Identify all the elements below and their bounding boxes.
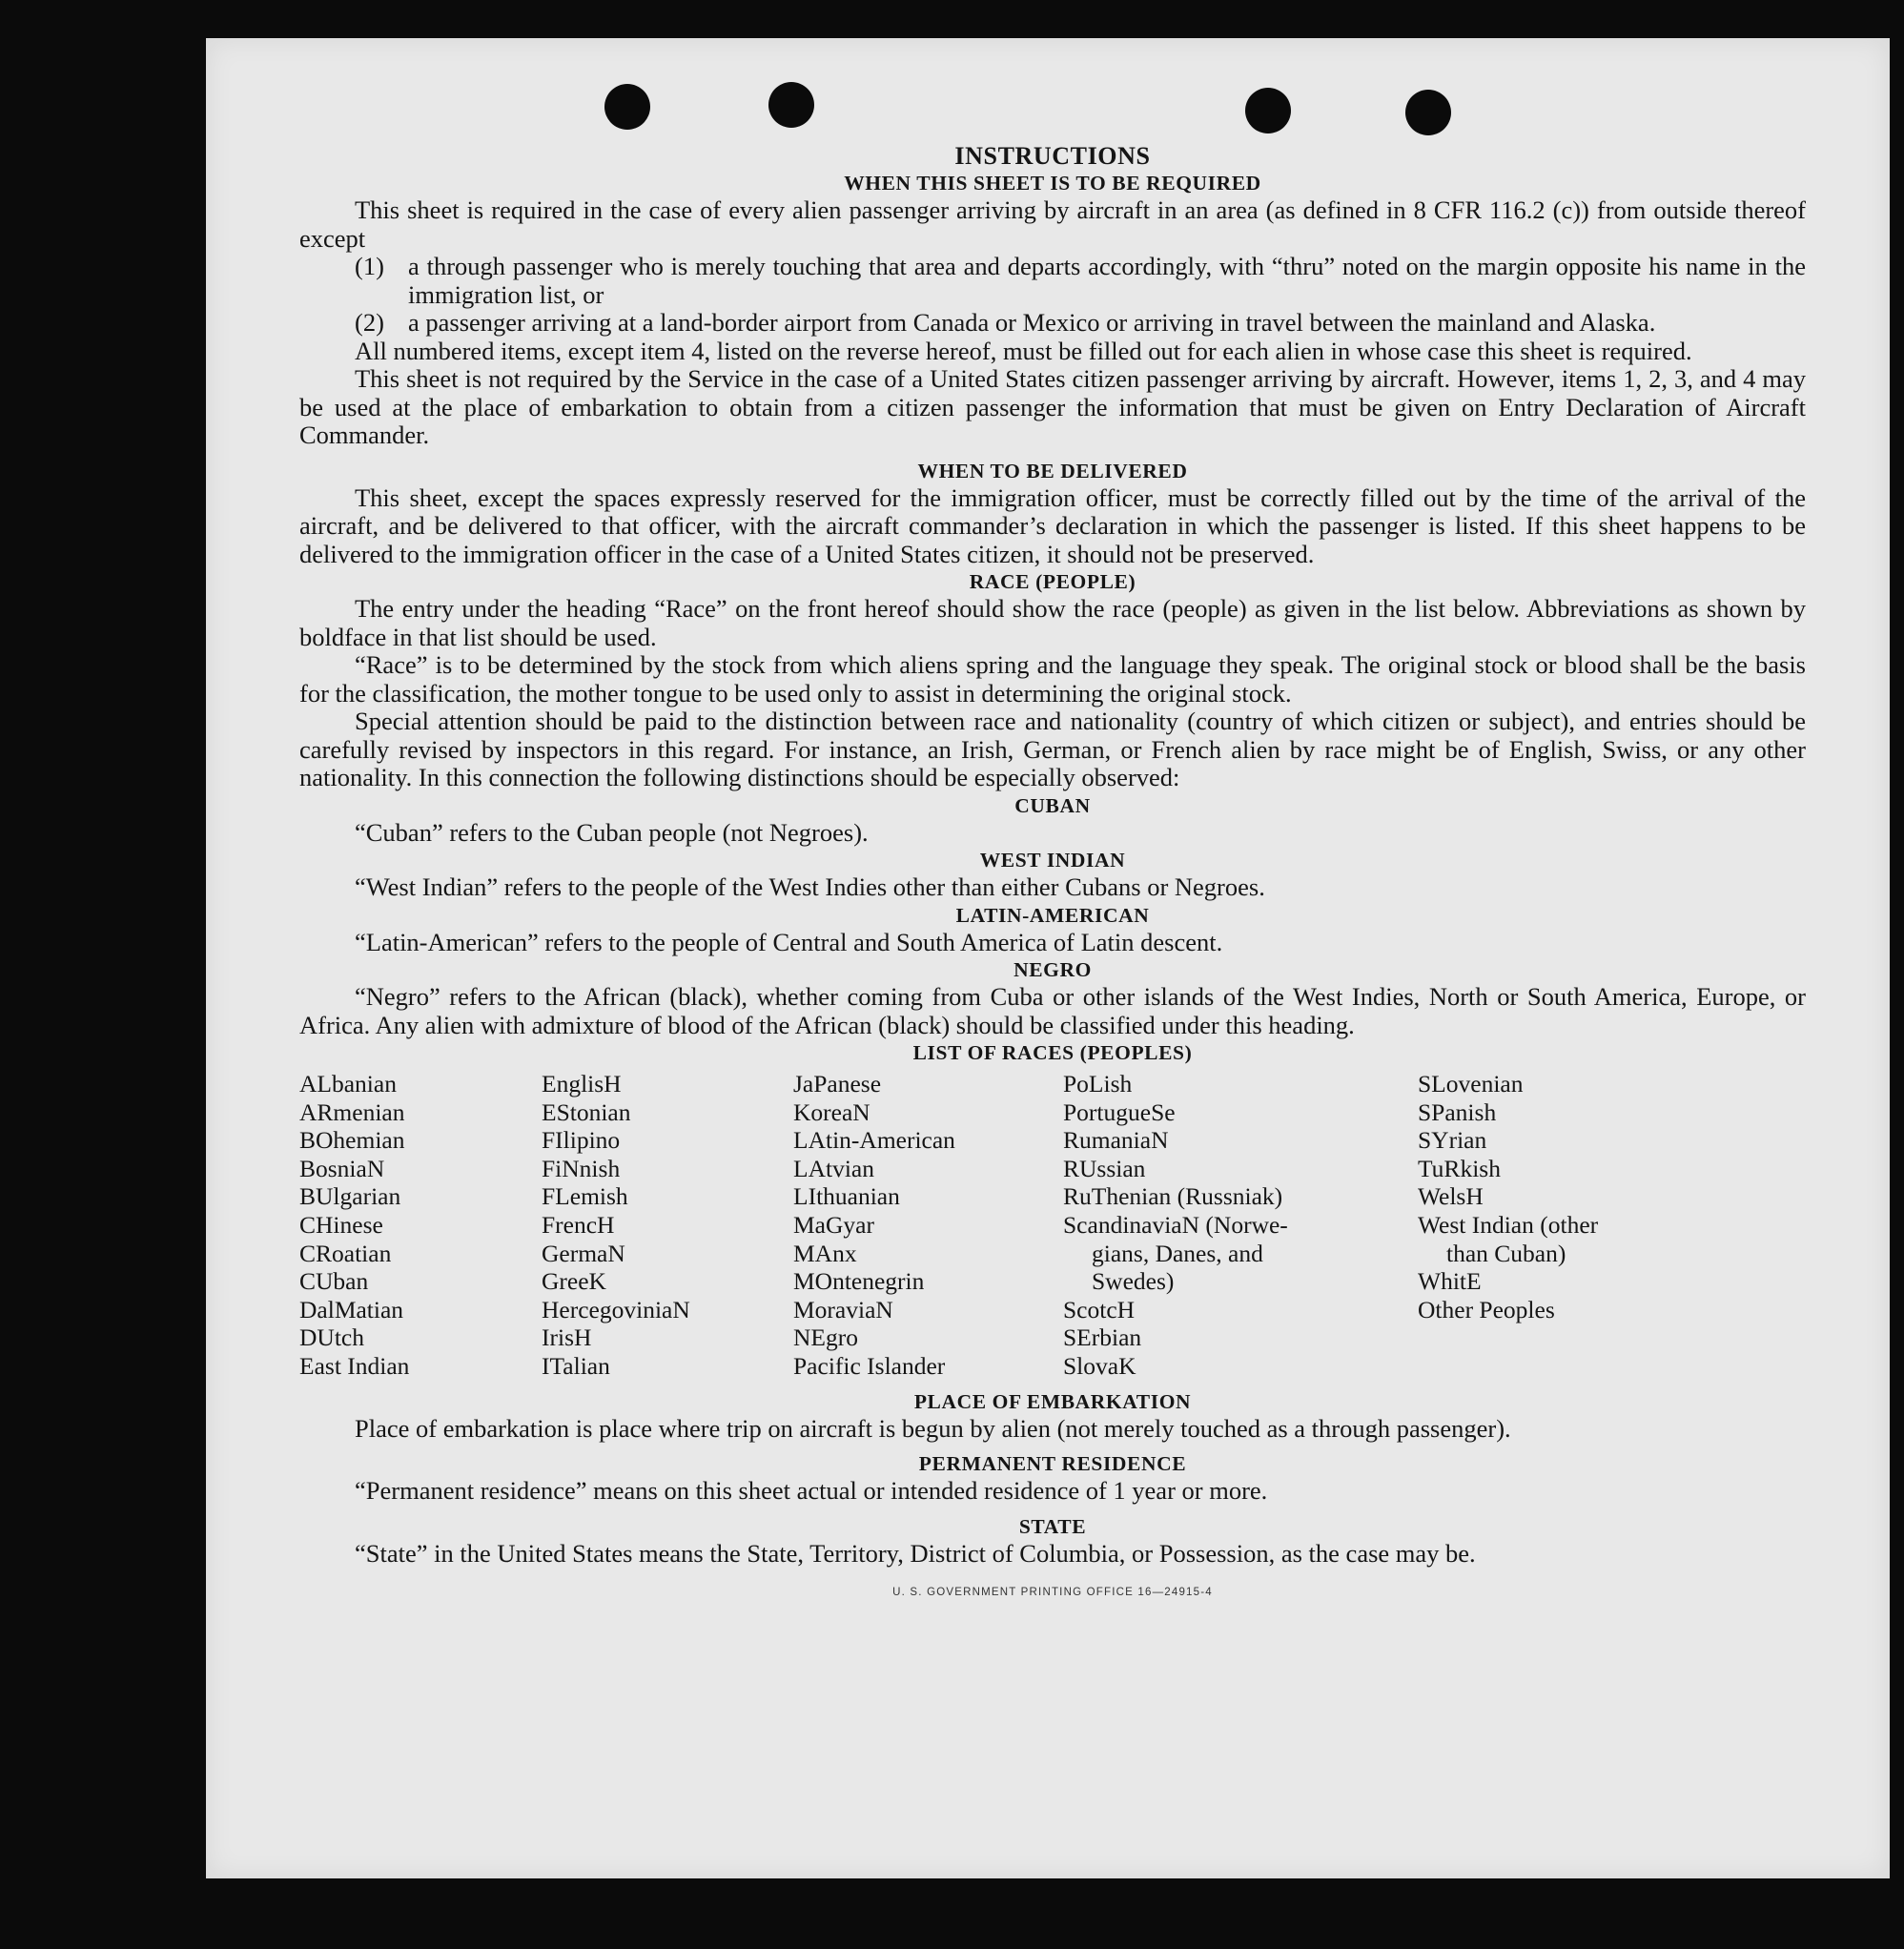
paragraph: “State” in the United States means the State, Territory, District of Columbia, or Possession, as the case may be. <box>355 1538 1476 1568</box>
race-entry: LAtin-American <box>793 1126 955 1155</box>
race-entry: PoLish <box>1063 1070 1133 1098</box>
race-entry: Swedes) <box>1092 1267 1175 1296</box>
race-entry: MoraviaN <box>793 1295 893 1323</box>
heading-when-required: WHEN THIS SHEET IS TO BE REQUIRED <box>844 172 1261 195</box>
list-item <box>355 309 1806 338</box>
heading-cuban: CUBAN <box>1014 793 1091 817</box>
race-entry: SLovenian <box>1418 1070 1524 1098</box>
paragraph: This sheet is not required by the Service in the case of a United States citizen passenger arriving by aircraft. However, items 1, 2, 3, and 4 may be used at the place of embarkation to obtain from a citizen passenger the information that must be given on Entry Declaration of Aircraft Commander. <box>299 364 1806 449</box>
race-entry: ScandinaviaN (Norwe- <box>1063 1210 1288 1239</box>
race-entry: SErbian <box>1063 1323 1142 1352</box>
paragraph: “Negro” refers to the African (black), whether coming from Cuba or other islands of the West Indies, North or South America, Europe, or Africa. Any alien with admixture of blood of the African (black) should be classified under this heading. <box>299 982 1806 1039</box>
race-entry: SPanish <box>1418 1098 1497 1126</box>
heading-latin-american: LATIN-AMERICAN <box>955 903 1150 927</box>
race-entry: ALbanian <box>299 1070 397 1098</box>
list-text: a through passenger who is merely touching that area and departs accordingly, with “thru” noted on the margin opposite his name in the immigration list, or <box>408 252 1806 309</box>
race-entry: FIlipino <box>542 1126 621 1155</box>
heading-negro: NEGRO <box>1013 958 1092 981</box>
race-entry: MaGyar <box>793 1210 874 1239</box>
race-entry: IrisH <box>542 1323 592 1352</box>
race-entry: RUssian <box>1063 1154 1146 1182</box>
races-column <box>1418 1070 1675 1381</box>
race-entry: BOhemian <box>299 1126 405 1155</box>
list-number: (2) <box>355 308 384 337</box>
race-entry: FrencH <box>542 1210 615 1239</box>
race-entry: LAtvian <box>793 1154 874 1182</box>
race-entry: MAnx <box>793 1239 857 1267</box>
paragraph: “Cuban” refers to the Cuban people (not Negroes). <box>355 817 869 847</box>
race-entry: RumaniaN <box>1063 1126 1169 1155</box>
race-entry: FLemish <box>542 1182 628 1211</box>
race-entry: GermaN <box>542 1239 625 1267</box>
race-entry: CUban <box>299 1267 369 1296</box>
race-entry: KoreaN <box>793 1098 870 1126</box>
paragraph: This sheet is required in the case of every alien passenger arriving by aircraft in an area (as defined in 8 CFR 116.2 (c)) from outside thereof except <box>299 195 1806 253</box>
race-entry: East Indian <box>299 1351 410 1380</box>
race-entry: DUtch <box>299 1323 364 1352</box>
race-entry: EnglisH <box>542 1070 622 1098</box>
race-entry: JaPanese <box>793 1070 882 1098</box>
races-column <box>542 1070 793 1381</box>
race-entry: ITalian <box>542 1351 610 1380</box>
race-entry: FiNnish <box>542 1154 621 1182</box>
list-number: (1) <box>355 252 384 280</box>
race-entry: MOntenegrin <box>793 1267 925 1296</box>
heading-race: RACE (PEOPLE) <box>969 570 1136 593</box>
paragraph: The entry under the heading “Race” on the front hereof should show the race (people) as given in the list below. Abbreviations as shown by boldface in that list should be used. <box>299 594 1806 651</box>
race-entry: TuRkish <box>1418 1154 1501 1182</box>
paragraph: “Latin-American” refers to the people of Central and South America of Latin descent. <box>355 927 1223 956</box>
paragraph: Special attention should be paid to the distinction between race and nationality (country of which citizen or subject), and entries should be carefully revised by inspectors in this regard. For instance, an Irish, German, or French alien by race might be of English, Swiss, or any other nationality. In this connection the following distinctions should be especially observed: <box>299 707 1806 791</box>
race-entry: PortugueSe <box>1063 1098 1176 1126</box>
race-entry: RuThenian (Russniak) <box>1063 1182 1283 1211</box>
races-column <box>1063 1070 1341 1381</box>
exception-list <box>355 253 1806 338</box>
race-entry: BUlgarian <box>299 1182 401 1211</box>
race-entry: WhitE <box>1418 1267 1482 1296</box>
heading-list-of-races: LIST OF RACES (PEOPLES) <box>912 1041 1193 1064</box>
race-entry: DalMatian <box>299 1295 404 1323</box>
race-entry: BosniaN <box>299 1154 385 1182</box>
instructions-content <box>299 105 1806 1608</box>
paragraph: All numbered items, except item 4, listed on the reverse hereof, must be filled out for each alien in whose case this sheet is required. <box>355 336 1692 365</box>
race-entry: Pacific Islander <box>793 1351 946 1380</box>
heading-permanent-residence: PERMANENT RESIDENCE <box>918 1452 1187 1476</box>
form-page <box>206 38 1890 1878</box>
race-entry: LIthuanian <box>793 1182 900 1211</box>
race-entry: gians, Danes, and <box>1092 1239 1263 1267</box>
printer-imprint: U. S. GOVERNMENT PRINTING OFFICE 16—24915-4 <box>892 1587 1213 1599</box>
races-table <box>299 1070 1806 1381</box>
paragraph: Place of embarkation is place where trip on aircraft is begun by alien (not merely touched as a through passenger). <box>355 1413 1511 1443</box>
page-title: INSTRUCTIONS <box>954 142 1151 170</box>
race-entry: WelsH <box>1418 1182 1484 1211</box>
race-entry: CHinese <box>299 1210 383 1239</box>
heading-west-indian: WEST INDIAN <box>979 849 1126 872</box>
race-entry: EStonian <box>542 1098 631 1126</box>
race-entry: ScotcH <box>1063 1295 1136 1323</box>
paragraph: “Permanent residence” means on this sheet actual or intended residence of 1 year or more. <box>355 1476 1268 1506</box>
heading-when-delivered: WHEN TO BE DELIVERED <box>917 459 1188 482</box>
heading-state: STATE <box>1018 1514 1087 1538</box>
race-entry: HercegoviniaN <box>542 1295 690 1323</box>
paragraph: “West Indian” refers to the people of the West Indies other than either Cubans or Negroes. <box>355 872 1265 901</box>
list-item <box>355 253 1806 309</box>
race-entry: than Cuban) <box>1446 1239 1566 1267</box>
race-entry: NEgro <box>793 1323 858 1352</box>
race-entry: West Indian (other <box>1418 1210 1599 1239</box>
list-text: a passenger arriving at a land-border airport from Canada or Mexico or arriving in travel between the mainland and Alaska. <box>408 308 1656 337</box>
paragraph: This sheet, except the spaces expressly reserved for the immigration officer, must be correctly filled out by the time of the arrival of the aircraft, and be delivered to that officer, with the aircraft commander’s declaration in which the passenger is listed. If this sheet happens to be delivered to the immigration officer in the case of a United States citizen, it should not be preserved. <box>299 482 1806 568</box>
races-column <box>793 1070 1063 1381</box>
race-entry: SYrian <box>1418 1126 1487 1155</box>
race-entry: CRoatian <box>299 1239 392 1267</box>
heading-place-of-embarkation: PLACE OF EMBARKATION <box>913 1389 1192 1413</box>
races-column <box>299 1070 542 1381</box>
race-entry: ARmenian <box>299 1098 405 1126</box>
race-entry: SlovaK <box>1063 1351 1136 1380</box>
paragraph: “Race” is to be determined by the stock from which aliens spring and the language they speak. The original stock or blood shall be the basis for the classification, the mother tongue to be used only to assist in determining the original stock. <box>299 650 1806 708</box>
race-entry: Other Peoples <box>1418 1295 1555 1323</box>
race-entry: GreeK <box>542 1267 606 1296</box>
